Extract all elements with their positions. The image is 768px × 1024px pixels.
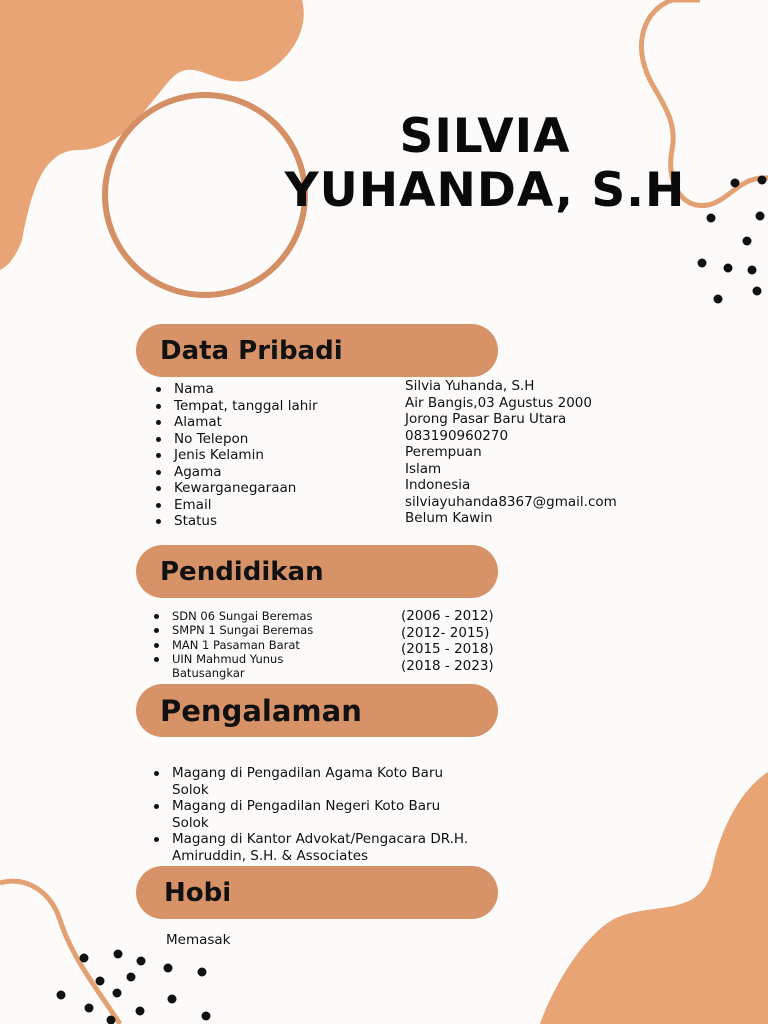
section-title-experience: Pengalaman	[160, 693, 362, 728]
personal-value: Perempuan	[405, 444, 482, 460]
personal-values-list	[405, 378, 617, 527]
section-title-hobby: Hobi	[164, 877, 232, 908]
list-item: Email	[154, 497, 318, 514]
personal-labels-list	[154, 381, 318, 530]
experience-list	[152, 765, 472, 865]
education-list	[152, 609, 332, 680]
section-title-personal: Data Pribadi	[160, 335, 343, 366]
list-item: Magang di Pengadilan Agama Koto Baru Solok	[152, 765, 472, 798]
list-item: Kewarganegaraan	[154, 480, 318, 497]
section-title-education: Pendidikan	[160, 556, 324, 587]
education-year: (2012- 2015)	[401, 624, 490, 641]
personal-value: Belum Kawin	[405, 510, 493, 526]
email-value: silviayuhanda8367@gmail.com	[405, 493, 617, 510]
name-line-2: YUHANDA, S.H	[284, 163, 686, 218]
list-item: SDN 06 Sungai Beremas	[152, 609, 332, 623]
list-item: Magang di Kantor Advokat/Pengacara DR.H. Amiruddin, S.H. & Associates	[152, 831, 472, 864]
name-line-1: SILVIA	[399, 109, 571, 164]
list-item: MAN 1 Pasaman Barat	[152, 638, 332, 652]
education-year: (2015 - 2018)	[401, 641, 494, 658]
personal-value: Silvia Yuhanda, S.H	[405, 378, 535, 394]
list-item: Magang di Pengadilan Negeri Koto Baru Solok	[152, 798, 472, 831]
list-item: No Telepon	[154, 431, 318, 448]
section-header-education	[136, 545, 498, 598]
list-item: SMPN 1 Sungai Beremas	[152, 623, 332, 637]
personal-value: Air Bangis,03 Agustus 2000	[405, 394, 592, 411]
personal-value: Islam	[405, 460, 442, 477]
list-item: Tempat, tanggal lahir	[154, 398, 318, 415]
bottom-right-blob	[540, 772, 768, 1024]
section-header-experience	[136, 684, 498, 737]
hobby-text: Memasak	[166, 932, 231, 948]
list-item: UIN Mahmud Yunus Batusangkar	[152, 652, 332, 681]
section-header-personal	[136, 324, 498, 377]
list-item: Jenis Kelamin	[154, 447, 318, 464]
list-item: Alamat	[154, 414, 318, 431]
personal-value: Indonesia	[405, 477, 471, 493]
education-year: (2018 - 2023)	[401, 657, 494, 674]
personal-value: Jorong Pasar Baru Utara	[405, 411, 567, 427]
section-header-hobby	[136, 866, 498, 919]
education-years	[401, 608, 494, 674]
list-item: Nama	[154, 381, 318, 398]
personal-value: 083190960270	[405, 427, 509, 444]
education-year: (2006 - 2012)	[401, 608, 494, 624]
bottom-left-loop	[0, 881, 120, 1024]
list-item: Agama	[154, 464, 318, 481]
list-item: Status	[154, 513, 318, 530]
page-title	[250, 110, 720, 218]
